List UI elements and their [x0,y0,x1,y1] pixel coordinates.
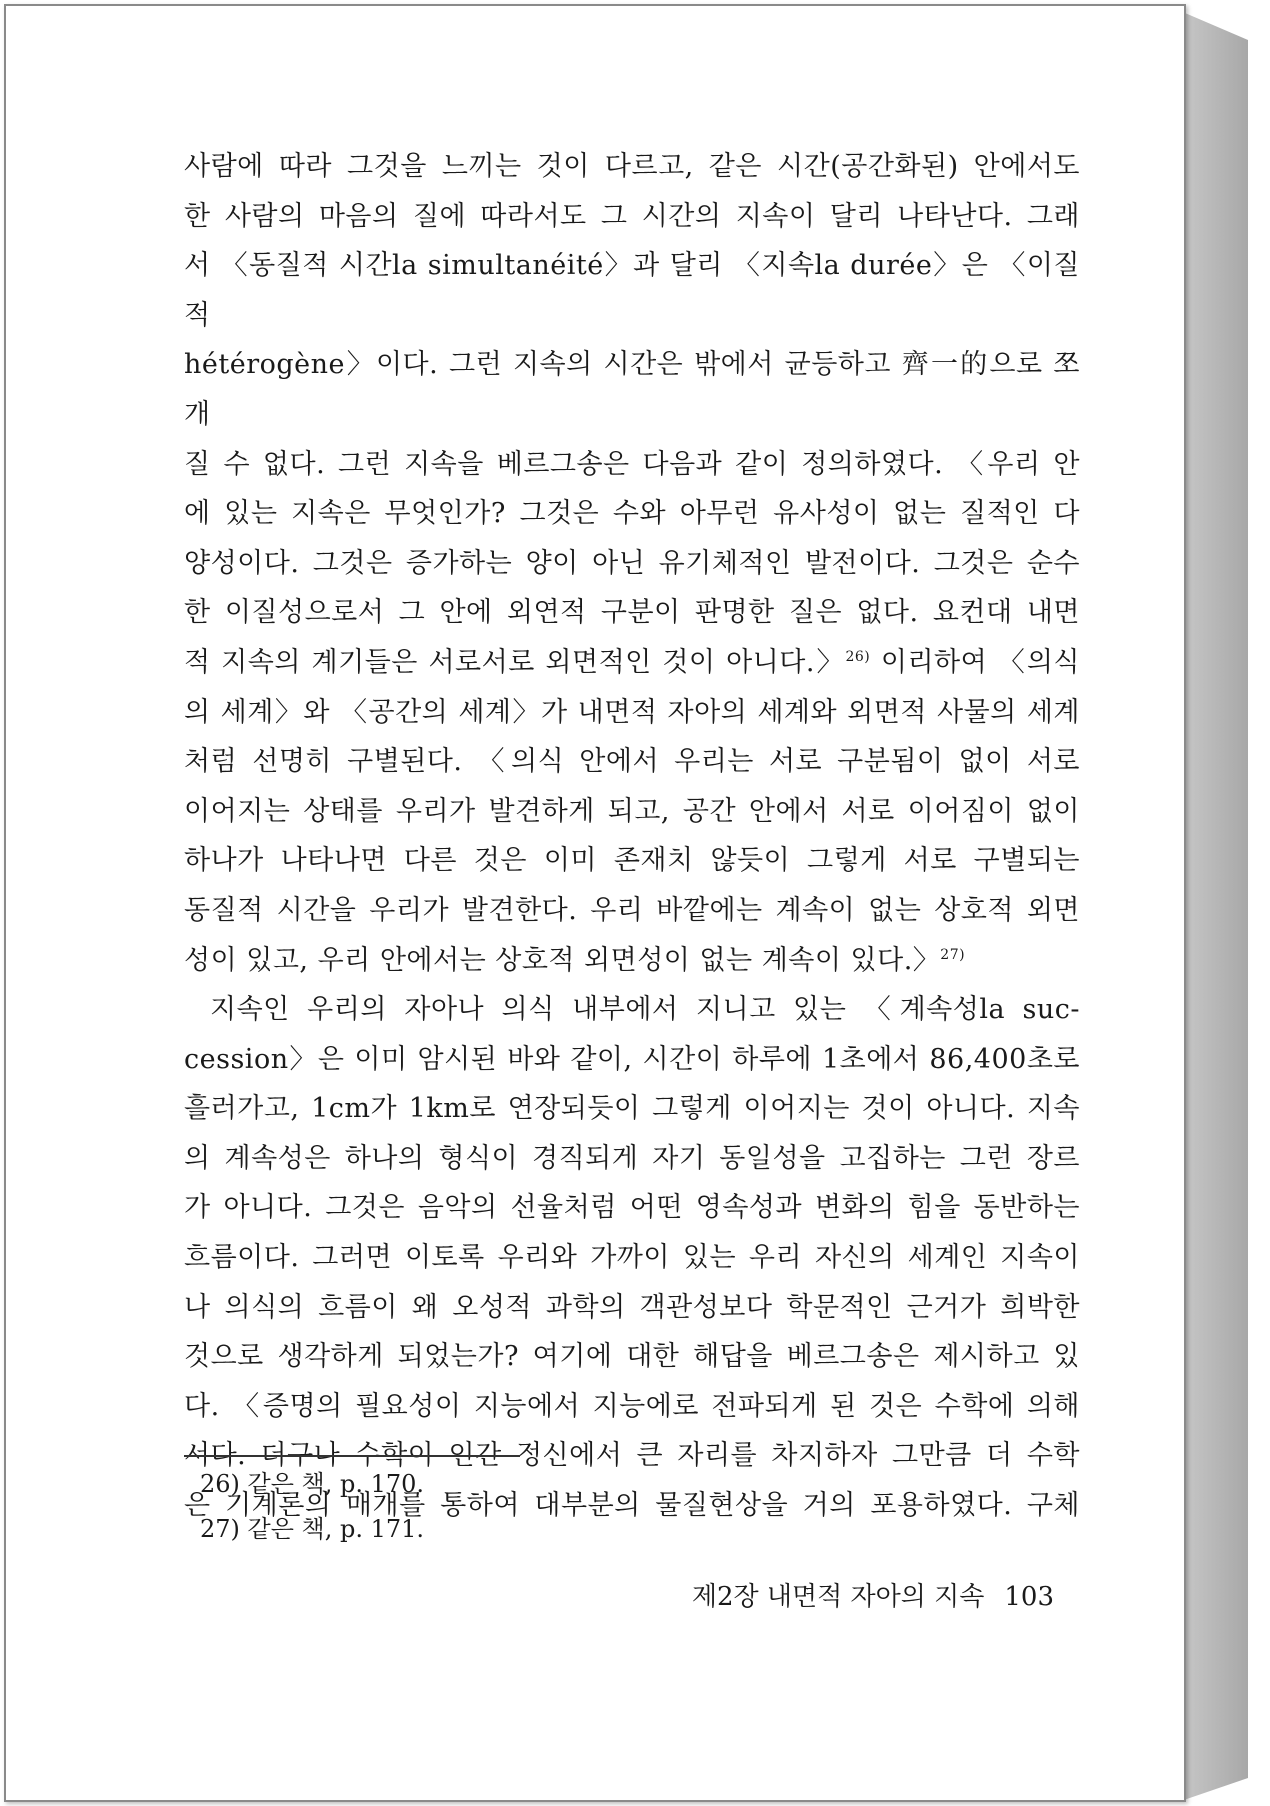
text-line: 한 이질성으로서 그 안에 외연적 구분이 판명한 질은 없다. 요컨대 내면 [184,597,1080,629]
text-segment: 이리하여 〈의식 [870,646,1080,678]
chapter-title: 제2장 내면적 자아의 지속 [691,1582,985,1612]
footnotes [200,1462,424,1552]
body-text [184,142,1080,1531]
text-line: 흘러가고, 1cm가 1km로 연장되듯이 그렇게 이어지는 것이 아니다. 지속 [184,1093,1080,1125]
paragraph-1 [184,142,1080,985]
book-page-edge [1178,10,1248,1802]
text-line: 동질적 시간을 우리가 발견한다. 우리 바깥에는 계속이 없는 상호적 외면 [184,894,1080,926]
text-line: 지속인 우리의 자아나 의식 내부에서 지니고 있는 〈계속성la suc- [210,994,1080,1026]
text-line: 의 계속성은 하나의 형식이 경직되게 자기 동일성을 고집하는 그런 장르 [184,1142,1080,1174]
text-line: 다. 〈증명의 필요성이 지능에서 지능에로 전파되게 된 것은 수학에 의해 [184,1390,1080,1422]
text-line [184,638,1080,688]
text-line: cession〉은 이미 암시된 바와 같이, 시간이 하루에 1초에서 86,400초로 [184,1043,1080,1075]
text-segment: 적 지속의 계기들은 서로서로 외면적인 것이 아니다.〉 [184,646,846,678]
text-line: 의 세계〉와 〈공간의 세계〉가 내면적 자아의 세계와 외면적 사물의 세계 [184,696,1080,728]
text-line: 은 기계론의 매개를 통하여 대부분의 물질현상을 거의 포용하였다. 구체 [184,1490,1080,1522]
text-line: 양성이다. 그것은 증가하는 양이 아닌 유기체적인 발전이다. 그것은 순수 [184,547,1080,579]
paragraph-2 [184,985,1080,1531]
text-line: 서다. 더구나 수학이 인간 정신에서 큰 자리를 차지하자 그만큼 더 수학 [184,1440,1080,1472]
text-line: hétérogène〉이다. 그런 지속의 시간은 밖에서 균등하고 齊一的으로 쪼개 [184,349,1080,430]
footnote-ref-26: 26) [845,648,871,665]
text-line: 처럼 선명히 구별된다. 〈의식 안에서 우리는 서로 구분됨이 없이 서로 [184,746,1080,778]
text-line: 흐름이다. 그러면 이토록 우리와 가까이 있는 우리 자신의 세계인 지속이 [184,1242,1080,1274]
text-line: 가 아니다. 그것은 음악의 선율처럼 어떤 영속성과 변화의 힘을 동반하는 [184,1192,1080,1224]
footnote-divider [184,1455,520,1457]
footnote-ref-27: 27) [940,946,966,963]
footnote-27: 27) 같은 책, p. 171. [200,1515,425,1543]
text-line: 하나가 나타나면 다른 것은 이미 존재치 않듯이 그렇게 서로 구별되는 [184,845,1080,877]
text-line [184,936,1080,986]
footnote-26: 26) 같은 책, p. 170. [200,1470,425,1498]
text-line: 한 사람의 마음의 질에 따라서도 그 시간의 지속이 달리 나타난다. 그래 [184,200,1080,232]
text-line: 서 〈동질적 시간la simultanéité〉과 달리 〈지속la durée〉은 〈이질적 [184,250,1080,331]
text-line: 나 의식의 흐름이 왜 오성적 과학의 객관성보다 학문적인 근거가 희박한 [184,1291,1080,1323]
running-footer [692,1576,1054,1613]
text-line: 것으로 생각하게 되었는가? 여기에 대한 해답을 베르그송은 제시하고 있 [184,1341,1080,1373]
text-segment: 성이 있고, 우리 안에서는 상호적 외면성이 없는 계속이 있다.〉 [184,944,941,976]
text-line: 에 있는 지속은 무엇인가? 그것은 수와 아무런 유사성이 없는 질적인 다 [184,498,1080,530]
page-number: 103 [1004,1582,1054,1612]
text-line: 질 수 없다. 그런 지속을 베르그송은 다음과 같이 정의하였다. 〈우리 안 [184,448,1080,480]
text-line: 이어지는 상태를 우리가 발견하게 되고, 공간 안에서 서로 이어짐이 없이 [184,795,1080,827]
text-line: 사람에 따라 그것을 느끼는 것이 다르고, 같은 시간(공간화된) 안에서도 [184,151,1080,182]
